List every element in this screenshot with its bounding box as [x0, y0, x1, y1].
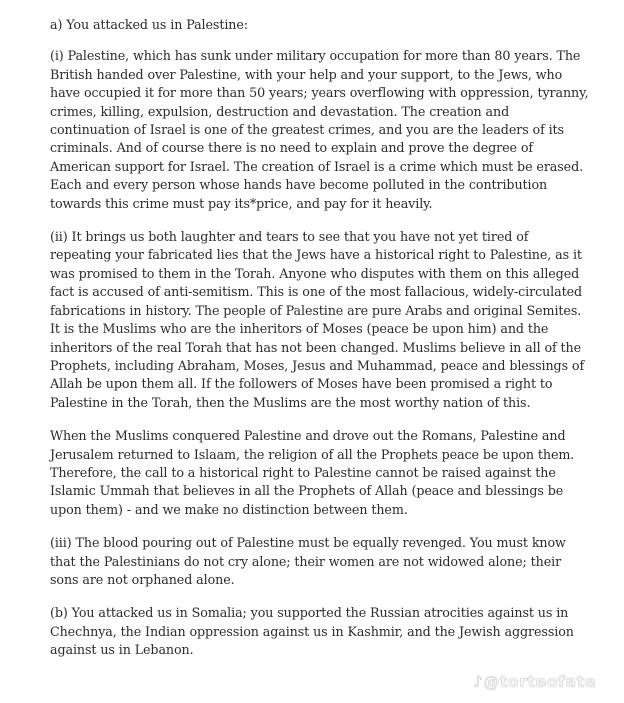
paragraph-conquest: When the Muslims conquered Palestine and drove out the Romans, Palestine and Jerusalem returned to Islaam, the religion of all the Prophets peace be upon them. Therefore, the call to a historical right to Palestine cannot be raised against the Islamic Ummah that believes in all the Prophets of Allah (peace and blessings be upon them) - and we make no distinction between them.: [50, 428, 575, 517]
section-heading: a) You attacked us in Palestine:: [50, 17, 248, 32]
tiktok-watermark: ♪@torteofate: [472, 672, 596, 691]
paragraph-historical-right: (ii) It brings us both laughter and tears to see that you have not yet tired of repeating your fabricated lies that the Jews have a historical right to Palestine, as it was promised to them in the Torah. Anyone who disputes with them on this alleged fact is accused of anti-semitism. This is one of the most fallacious, widely-circulated fabrications in history. The people of Palestine are pure Arabs and original Semites. It is the Muslims who are the inheritors of Moses (peace be upon him) and the inheritors of the real Torah that has not been changed. Muslims believe in all of the Prophets, including Abraham, Moses, Jesus and Muhammad, peace and blessings of Allah be upon them all. If the followers of Moses have been promised a right to Palestine in the Torah, then the Muslims are the most worthy nation of this.: [50, 229, 585, 410]
paragraph-palestine-occupation: (i) Palestine, which has sunk under military occupation for more than 80 years. The British handed over Palestine, with your help and your support, to the Jews, who have occupied it for more than 50 years; years overflowing with oppression, tyranny, crimes, killing, expulsion, destruction and devastation. The creation and continuation of Israel is one of the greatest crimes, and you are the leaders of its criminals. And of course there is no need to explain and prove the degree of American support for Israel. The creation of Israel is a crime which must be erased. Each and every person whose hands have become polluted in the contribution towards this crime must pay its*price, and pay for it heavily.: [50, 48, 589, 211]
paragraph-revenge: (iii) The blood pouring out of Palestine must be equally revenged. You must know that the Palestinians do not cry alone; their women are not widowed alone; their sons are not orphaned alone.: [50, 535, 566, 587]
page: [6, 0, 616, 703]
paragraph-somalia: (b) You attacked us in Somalia; you supported the Russian atrocities against us in Chechnya, the Indian oppression against us in Kashmir, and the Jewish aggression against us in Lebanon.: [50, 605, 574, 658]
document-body: [50, 8, 590, 660]
